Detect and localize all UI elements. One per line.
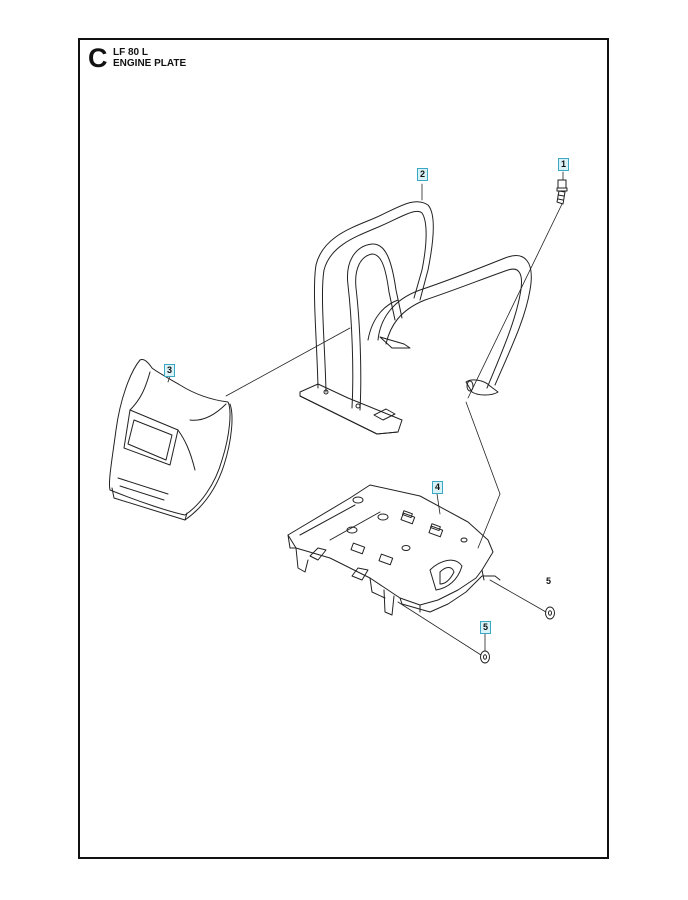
page-title: ENGINE PLATE (113, 58, 187, 69)
callout-1: 1 (558, 158, 569, 171)
cover-part-3 (109, 359, 232, 520)
section-letter: C (88, 43, 108, 73)
callout-5-left: 5 (480, 621, 491, 634)
washer-part-5-right (546, 607, 555, 619)
washer-part-5-left (481, 651, 490, 663)
callout-4: 4 (432, 481, 443, 494)
callout-5-right: 5 (546, 576, 552, 586)
leader-lines (168, 172, 563, 655)
engine-plate-part-4 (288, 485, 500, 615)
bolt-part-1 (557, 180, 567, 204)
callout-3: 3 (164, 364, 175, 377)
roll-bar-part-2 (300, 202, 531, 434)
callout-2: 2 (417, 168, 428, 181)
model-name: LF 80 L (113, 47, 149, 58)
